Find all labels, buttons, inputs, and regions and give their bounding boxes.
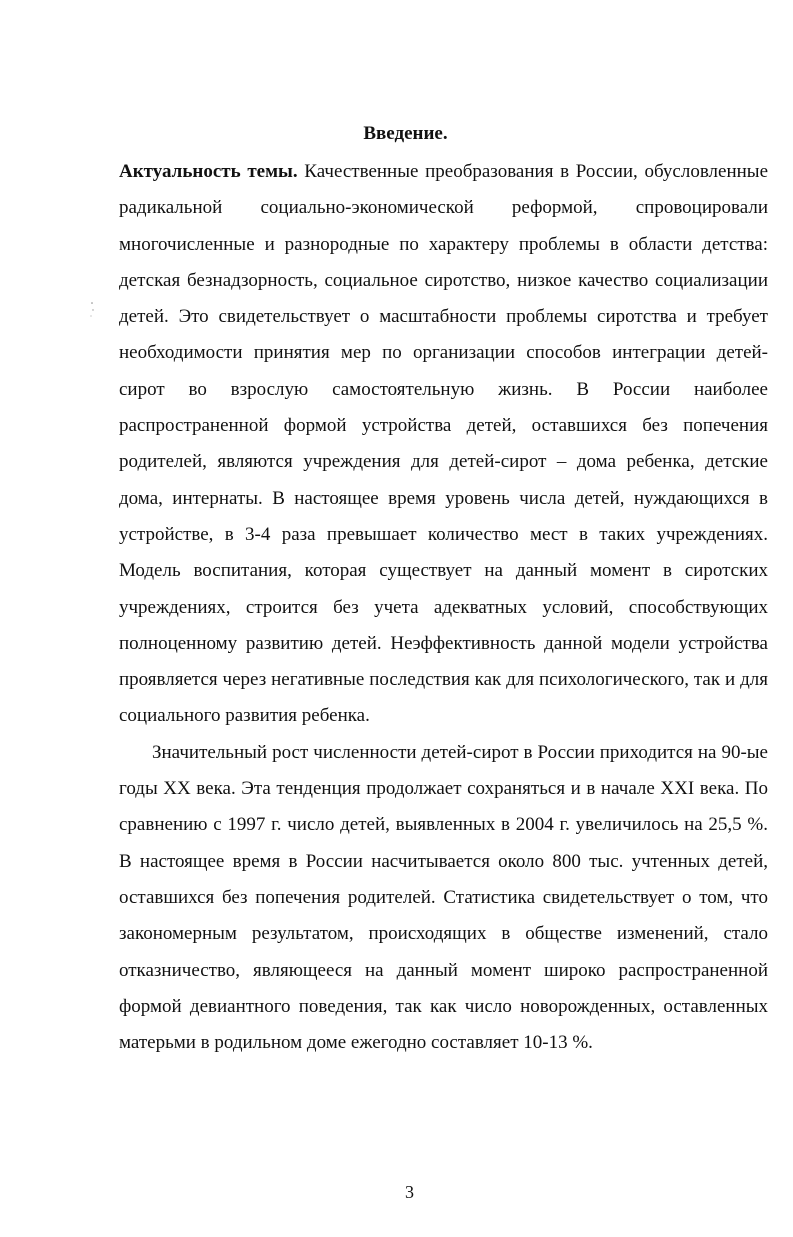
paragraph-1-text: Качественные преобразования в России, обусловленные радикальной социально-экономической реформой, спровоцировали многочисленные и разнородные по характеру проблемы в области детства: детская безнадзорность, социальное сиротство, низкое качество социализации детей. Это свидетельствует о масштабности проблемы сиротства и требует необходимости принятия мер по организации способов интеграции детей-сирот во взрослую самостоятельную жизнь. В России наиболее распространенной формой устройства детей, оставшихся без попечения родителей, являются учреждения для детей-сирот – дома ребенка, детские дома, интернаты. В настоящее время уровень числа детей, нуждающихся в устройстве, в 3-4 раза превышает количество мест в таких учреждениях. Модель воспитания, которая существует на данный момент в сиротских учреждениях, строится без учета адекватных условий, способствующих полноценному развитию детей. Неэффективность данной модели устройства проявляется через негативные последствия как для психологического, так и для социального развития ребенка. [119,161,768,727]
paragraph-lead: Актуальность темы. [119,161,298,182]
paragraph-relevance [119,154,768,735]
paragraph-2: Значительный рост численности детей-сирот в России приходится на 90-ые годы XX века. Эта тенденция продолжает сохраняться и в начале XXI века. По сравнению с 1997 г. число детей, выявленных в 2004 г. увеличилось на 25,5 %. В настоящее время в России насчитывается около 800 тыс. учтенных детей, оставшихся без попечения родителей. Статистика свидетельствует о том, что закономерным результатом, происходящих в обществе изменений, стало отказничество, являющееся на данный момент широко распространенной формой девиантного поведения, так как число новорожденных, оставленных матерьми в родильном доме ежегодно составляет 10-13 %. [119,741,768,1054]
scan-speck-marks [88,300,96,320]
body-text [119,154,768,1061]
page-title: Введение. [363,123,448,144]
page-number: 3 [405,1182,414,1202]
